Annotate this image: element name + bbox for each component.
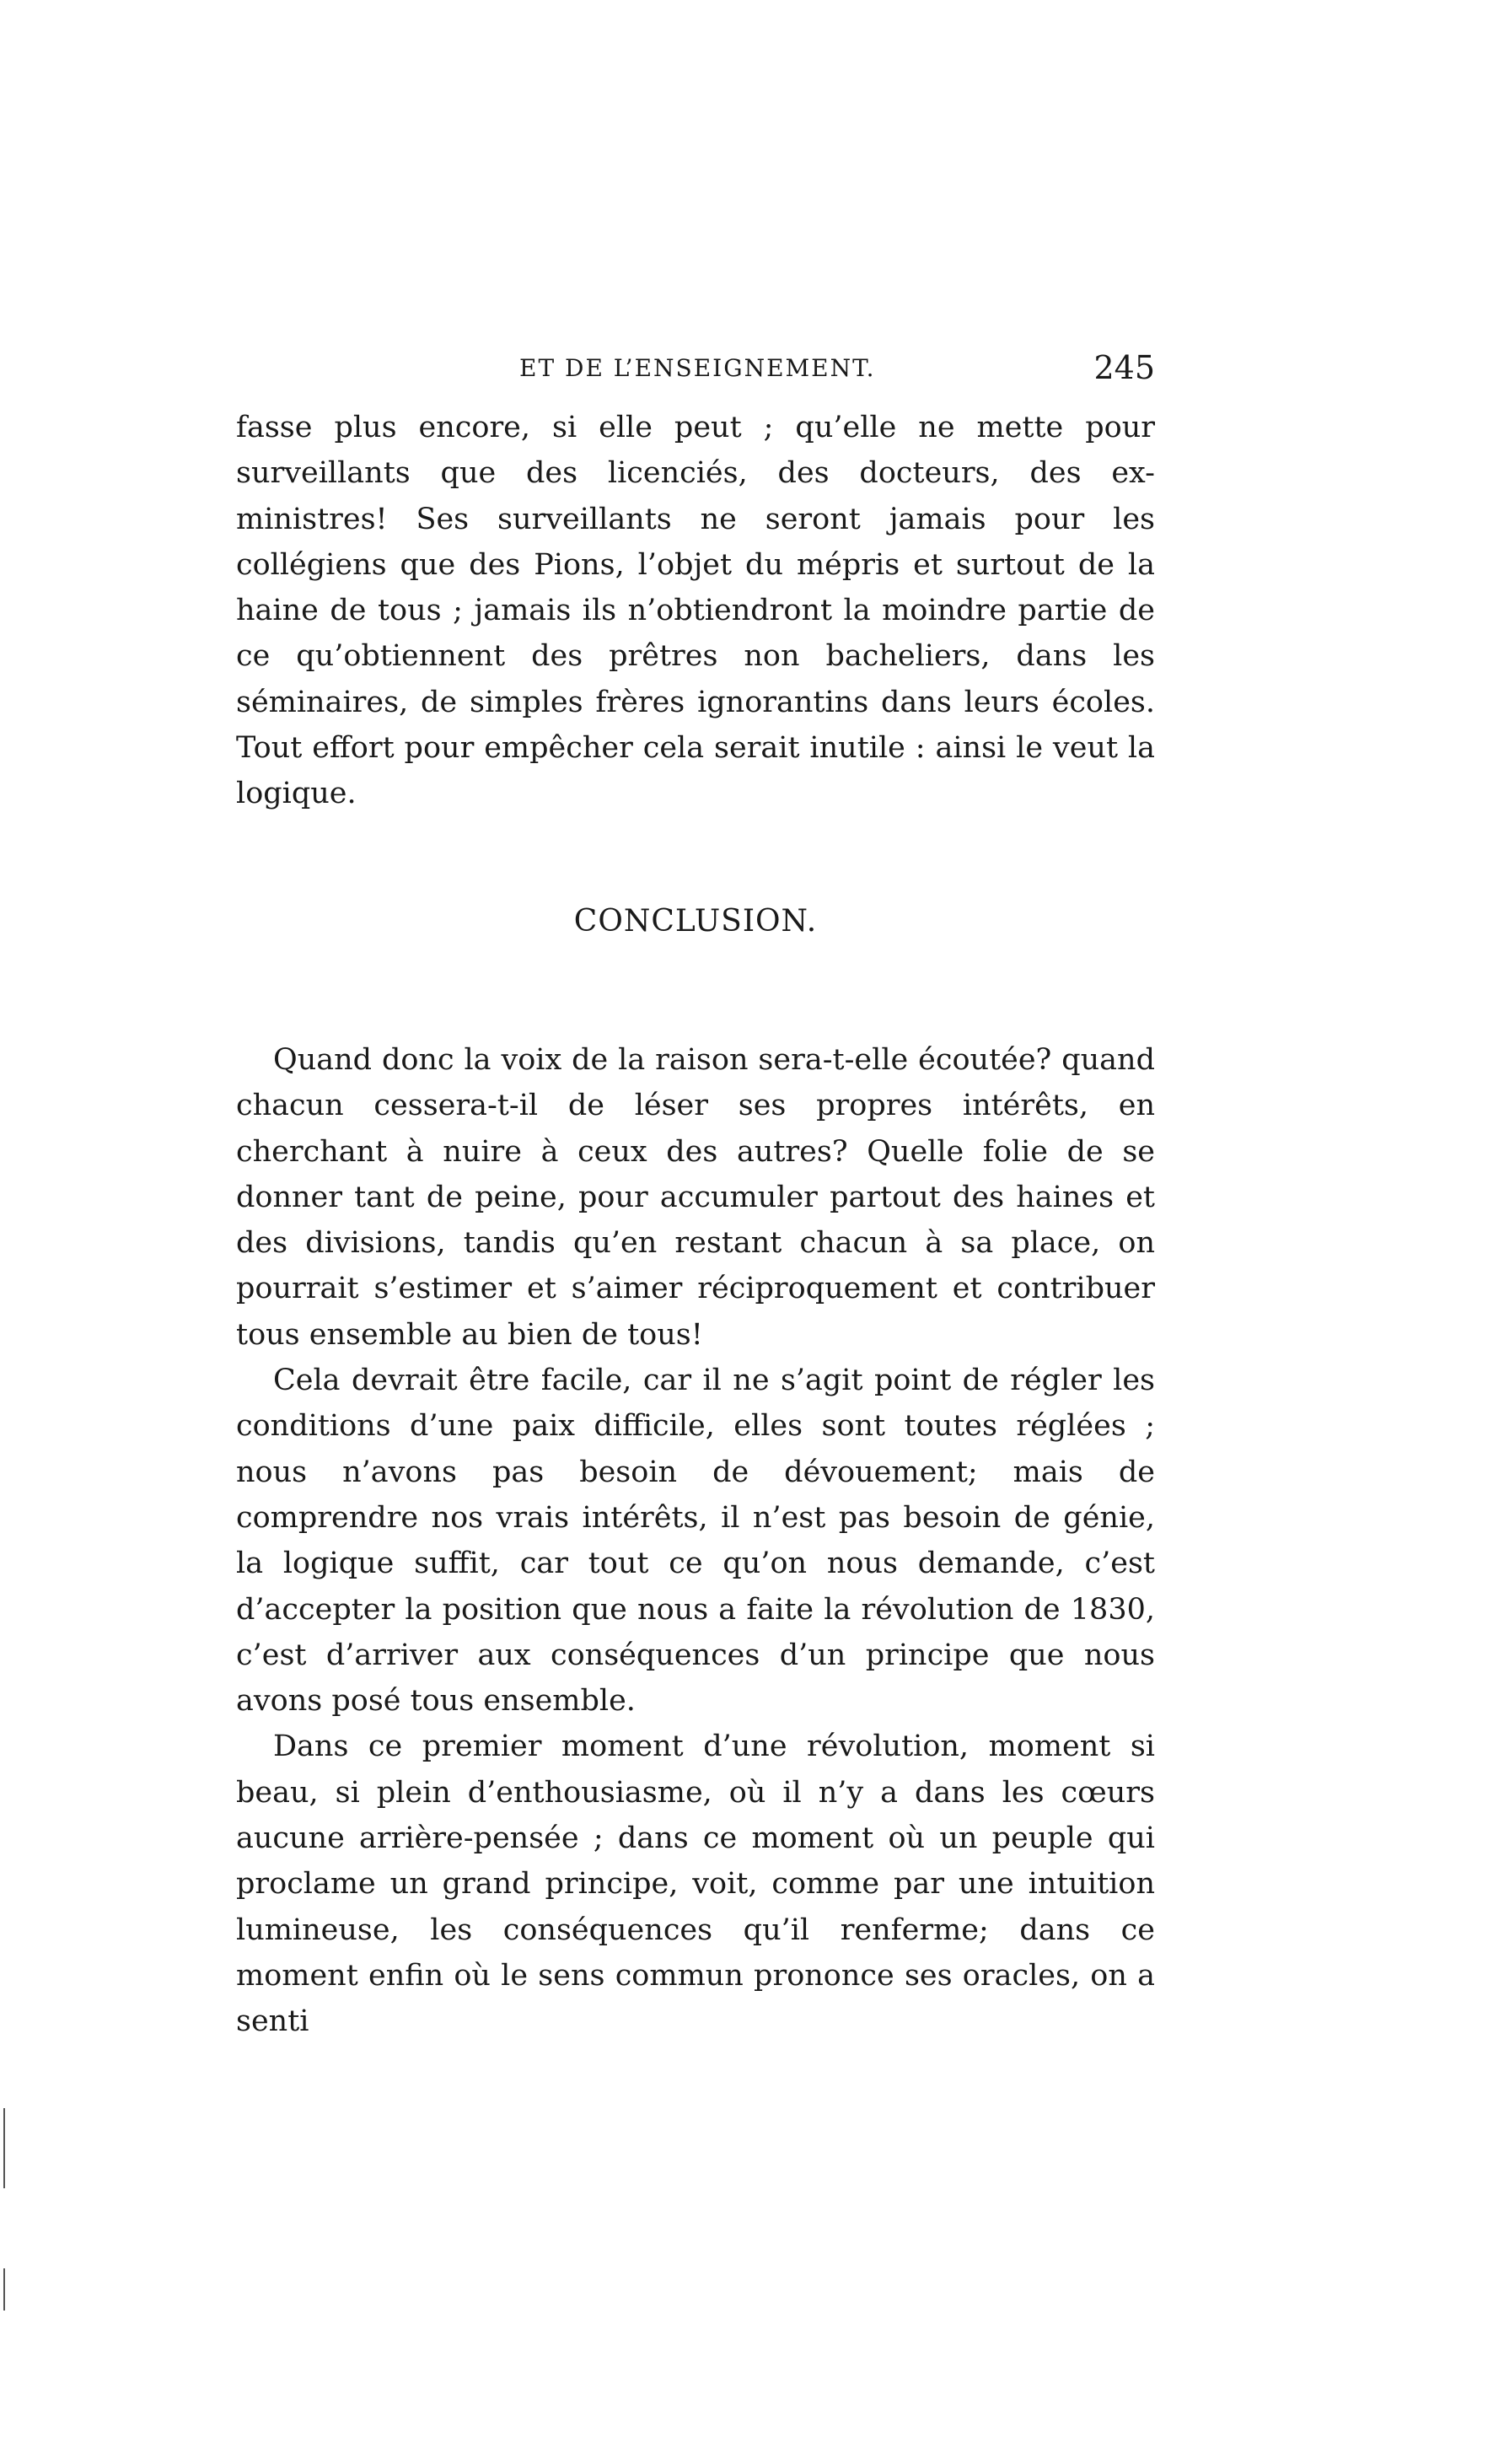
paragraph: Cela devrait être facile, car il ne s’agit point de régler les conditions d’une paix difficile, elles sont toutes réglées ; nous n’avons pas besoin de dévouement; mais de comprendre nos vrais intérêts, il n’est pas besoin de génie, la logique suffit, car tout ce qu’on nous demande, c’est d’accepter la position que nous a faite la révolution de 1830, c’est d’arriver aux conséquences d’un principe que nous avons posé tous ensemble. [236,1364,1155,1719]
section-title: CONCLUSION. [573,904,818,939]
page-header [236,349,1155,396]
running-head: ET DE L’ENSEIGNEMENT. [519,354,876,382]
paragraph: Dans ce premier moment d’une révolution, moment si beau, si plein d’enthousiasme, où il n’y a dans les cœurs aucune arrière-pensée ; dans ce moment où un peuple qui proclame un grand principe, voit, comme par une intuition lumineuse, les conséquences qu’il renferme; dans ce moment enfin où le sens commun prononce ses oracles, on a senti [236,1730,1155,2039]
paragraph: fasse plus encore, si elle peut ; qu’elle ne mette pour surveillants que des licenciés, des docteurs, des ex-ministres! Ses surveillants ne seront jamais pour les collégiens que des Pions, l’objet du mépris et surtout de la haine de tous ; jamais ils n’obtiendront la moindre partie de ce qu’obtiennent des prêtres non bacheliers, dans les séminaires, de simples frères ignorantins dans leurs écoles. Tout effort pour empêcher cela serait inutile : ainsi le veut la logique. [236,411,1155,811]
continuation-text [236,405,1155,817]
page-number: 245 [1093,349,1155,386]
scan-margin-mark [3,2268,5,2311]
conclusion-text [236,1037,1155,2045]
paragraph: Quand donc la voix de la raison sera-t-elle écoutée? quand chacun cessera-t-il de léser ses propres intérêts, en cherchant à nuire à ceux des autres? Quelle folie de se donner tant de peine, pour accumuler partout des haines et des divisions, tandis qu’en restant chacun à sa place, on pourrait s’estimer et s’aimer réciproquement et contribuer tous ensemble au bien de tous! [236,1043,1155,1352]
scan-margin-mark [3,2108,5,2188]
